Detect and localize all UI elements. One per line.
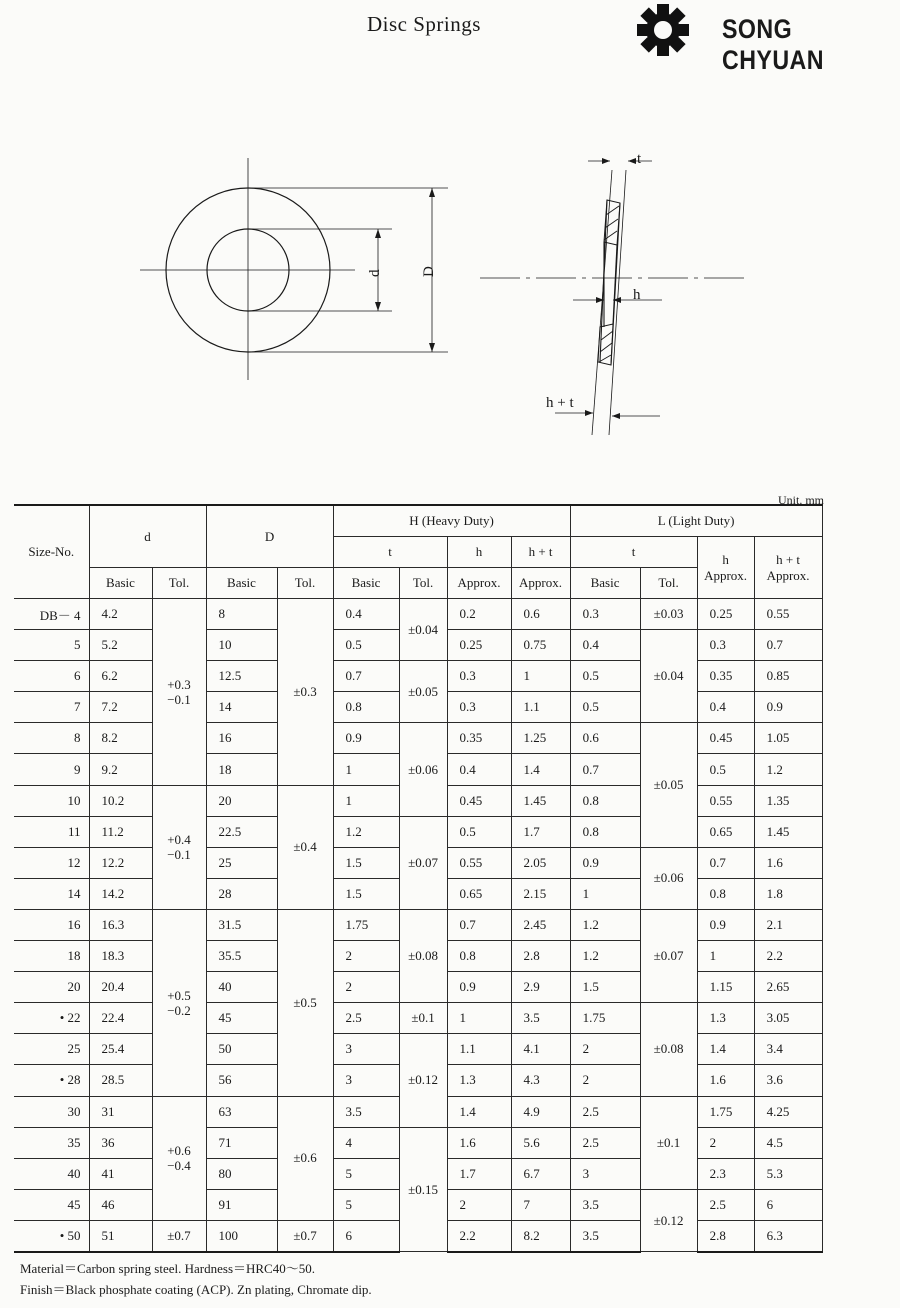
D-basic-cell: 80: [206, 1158, 277, 1189]
heavy-ht-approx-header: Approx.: [511, 568, 570, 599]
heavy-ht-cell: 2.45: [511, 909, 570, 940]
heavy-h-cell: 0.3: [447, 692, 511, 723]
light-ht-cell: 6: [754, 1189, 822, 1220]
light-h-header-label: h: [722, 551, 729, 567]
light-t-basic-cell: 0.8: [570, 816, 640, 847]
light-t-basic-cell: 1.75: [570, 1003, 640, 1034]
light-t-basic-cell: 3.5: [570, 1189, 640, 1220]
D-header: D: [206, 505, 333, 568]
d-basic-cell: 18.3: [89, 941, 152, 972]
light-h-cell: 0.45: [697, 723, 754, 754]
d-basic-cell: 41: [89, 1158, 152, 1189]
size-no-cell: 40: [14, 1158, 89, 1189]
light-t-tol-cell: ±0.03: [640, 599, 697, 630]
D-basic-cell: 8: [206, 599, 277, 630]
light-h-header: [697, 537, 754, 599]
size-no-header: Size-No.: [14, 505, 89, 599]
heavy-h-cell: 0.25: [447, 630, 511, 661]
light-ht-header: [754, 537, 822, 599]
heavy-ht-cell: 7: [511, 1189, 570, 1220]
light-t-basic-cell: 0.7: [570, 754, 640, 785]
D-basic-cell: 35.5: [206, 941, 277, 972]
d-tol-header: Tol.: [152, 568, 206, 599]
D-tol-cell: ±0.5: [277, 909, 333, 1096]
heavy-h-cell: 1.4: [447, 1096, 511, 1127]
light-h-cell: 2.3: [697, 1158, 754, 1189]
heavy-ht-cell: 4.9: [511, 1096, 570, 1127]
light-t-basic-cell: 2.5: [570, 1127, 640, 1158]
table-row: [14, 909, 822, 940]
d-basic-cell: 14.2: [89, 878, 152, 909]
light-h-cell: 0.8: [697, 878, 754, 909]
heavy-t-tol-cell: ±0.05: [399, 661, 447, 723]
light-ht-cell: 1.05: [754, 723, 822, 754]
D-basic-cell: 71: [206, 1127, 277, 1158]
heavy-h-cell: 0.5: [447, 816, 511, 847]
heavy-h-cell: 0.4: [447, 754, 511, 785]
heavy-t-basic-cell: 0.8: [333, 692, 399, 723]
light-t-tol-cell: ±0.07: [640, 909, 697, 1002]
light-t-basic-cell: 0.5: [570, 692, 640, 723]
light-h-cell: 0.4: [697, 692, 754, 723]
heavy-t-tol-cell: ±0.12: [399, 1034, 447, 1127]
heavy-ht-cell: 1.45: [511, 785, 570, 816]
size-no-cell: • 22: [14, 1003, 89, 1034]
heavy-h-cell: 1: [447, 1003, 511, 1034]
light-duty-header: L (Light Duty): [570, 505, 822, 537]
heavy-t-tol-cell: ±0.15: [399, 1127, 447, 1252]
light-ht-cell: 0.9: [754, 692, 822, 723]
heavy-ht-cell: 1.1: [511, 692, 570, 723]
light-h-cell: 0.55: [697, 785, 754, 816]
d-basic-cell: 46: [89, 1189, 152, 1220]
heavy-t-tol-cell: ±0.1: [399, 1003, 447, 1034]
heavy-h-cell: 2.2: [447, 1220, 511, 1252]
light-ht-cell: 0.85: [754, 661, 822, 692]
heavy-duty-header: H (Heavy Duty): [333, 505, 570, 537]
D-basic-cell: 31.5: [206, 909, 277, 940]
heavy-h-cell: 0.9: [447, 972, 511, 1003]
d-basic-cell: 31: [89, 1096, 152, 1127]
size-no-cell: 11: [14, 816, 89, 847]
heavy-t-basic-cell: 5: [333, 1158, 399, 1189]
light-h-cell: 1.4: [697, 1034, 754, 1065]
D-tol-cell: ±0.3: [277, 599, 333, 786]
page-title: Disc Springs: [367, 12, 481, 36]
light-ht-cell: 2.2: [754, 941, 822, 972]
light-t-tol-cell: ±0.12: [640, 1189, 697, 1252]
light-h-header-approx: Approx.: [704, 567, 748, 583]
light-ht-cell: 0.55: [754, 599, 822, 630]
heavy-t-tol-cell: ±0.08: [399, 909, 447, 1002]
d-basic-cell: 4.2: [89, 599, 152, 630]
heavy-ht-cell: 2.9: [511, 972, 570, 1003]
heavy-h-cell: 1.6: [447, 1127, 511, 1158]
light-h-cell: 1.3: [697, 1003, 754, 1034]
d-tol-cell: +0.6 −0.4: [152, 1096, 206, 1220]
d-tol-cell: +0.4 −0.1: [152, 785, 206, 909]
size-no-cell: 14: [14, 878, 89, 909]
heavy-ht-cell: 1.4: [511, 754, 570, 785]
heavy-h-cell: 1.7: [447, 1158, 511, 1189]
light-ht-cell: 1.35: [754, 785, 822, 816]
light-t-tol-cell: ±0.06: [640, 847, 697, 909]
heavy-t-basic-cell: 1: [333, 754, 399, 785]
light-t-basic-cell: 2: [570, 1034, 640, 1065]
heavy-t-basic-cell: 1.75: [333, 909, 399, 940]
d-basic-cell: 9.2: [89, 754, 152, 785]
size-no-cell: 16: [14, 909, 89, 940]
heavy-t-basic-cell: 5: [333, 1189, 399, 1220]
table-row: [14, 1127, 822, 1158]
table-row: [14, 816, 822, 847]
heavy-t-basic-cell: 3: [333, 1065, 399, 1096]
size-no-cell: 6: [14, 661, 89, 692]
heavy-h-cell: 1.1: [447, 1034, 511, 1065]
D-basic-cell: 14: [206, 692, 277, 723]
d-basic-cell: 22.4: [89, 1003, 152, 1034]
light-t-basic-cell: 0.3: [570, 599, 640, 630]
heavy-h-cell: 0.2: [447, 599, 511, 630]
d-basic-cell: 10.2: [89, 785, 152, 816]
heavy-ht-header: h + t: [511, 537, 570, 568]
size-no-cell: 25: [14, 1034, 89, 1065]
heavy-h-header: h: [447, 537, 511, 568]
light-t-basic-cell: 0.4: [570, 630, 640, 661]
heavy-h-cell: 0.65: [447, 878, 511, 909]
d-basic-cell: 20.4: [89, 972, 152, 1003]
light-ht-cell: 1.45: [754, 816, 822, 847]
light-t-basic-header: Basic: [570, 568, 640, 599]
light-h-cell: 0.35: [697, 661, 754, 692]
D-basic-cell: 20: [206, 785, 277, 816]
d-basic-cell: 12.2: [89, 847, 152, 878]
heavy-ht-cell: 2.8: [511, 941, 570, 972]
light-t-header: t: [570, 537, 697, 568]
table-row: [14, 599, 822, 630]
d-basic-cell: 28.5: [89, 1065, 152, 1096]
light-h-cell: 1.6: [697, 1065, 754, 1096]
size-no-cell: 35: [14, 1127, 89, 1158]
size-no-cell: • 50: [14, 1220, 89, 1252]
heavy-ht-cell: 0.6: [511, 599, 570, 630]
heavy-t-basic-cell: 3.5: [333, 1096, 399, 1127]
D-basic-header: Basic: [206, 568, 277, 599]
heavy-ht-cell: 4.1: [511, 1034, 570, 1065]
D-basic-cell: 28: [206, 878, 277, 909]
light-t-tol-cell: ±0.08: [640, 1003, 697, 1096]
light-t-basic-cell: 0.9: [570, 847, 640, 878]
heavy-ht-cell: 3.5: [511, 1003, 570, 1034]
d-basic-cell: 8.2: [89, 723, 152, 754]
light-t-tol-cell: ±0.05: [640, 723, 697, 847]
light-h-cell: 0.25: [697, 599, 754, 630]
D-basic-cell: 63: [206, 1096, 277, 1127]
D-basic-cell: 91: [206, 1189, 277, 1220]
heavy-t-tol-header: Tol.: [399, 568, 447, 599]
light-ht-cell: 6.3: [754, 1220, 822, 1252]
spec-table: [14, 504, 823, 1253]
D-basic-cell: 56: [206, 1065, 277, 1096]
heavy-ht-cell: 4.3: [511, 1065, 570, 1096]
D-basic-cell: 12.5: [206, 661, 277, 692]
heavy-t-header: t: [333, 537, 447, 568]
D-basic-cell: 16: [206, 723, 277, 754]
size-no-cell: 45: [14, 1189, 89, 1220]
heavy-ht-cell: 1.7: [511, 816, 570, 847]
light-h-cell: 1.15: [697, 972, 754, 1003]
light-h-cell: 0.5: [697, 754, 754, 785]
d-basic-cell: 6.2: [89, 661, 152, 692]
light-ht-header-approx: Approx.: [766, 567, 810, 583]
light-ht-cell: 2.65: [754, 972, 822, 1003]
size-no-cell: 10: [14, 785, 89, 816]
size-no-cell: • 28: [14, 1065, 89, 1096]
d-label: d: [367, 269, 383, 277]
heavy-h-cell: 0.8: [447, 941, 511, 972]
h-plus-t-label: h + t: [546, 395, 574, 411]
heavy-t-basic-cell: 2: [333, 941, 399, 972]
light-ht-cell: 4.25: [754, 1096, 822, 1127]
light-h-cell: 1: [697, 941, 754, 972]
heavy-t-basic-cell: 0.9: [333, 723, 399, 754]
light-t-basic-cell: 1.2: [570, 909, 640, 940]
heavy-ht-cell: 1.25: [511, 723, 570, 754]
finish-note: Finish＝Black phosphate coating (ACP). Zn plating, Chromate dip.: [20, 1282, 372, 1297]
d-tol-cell: ±0.7: [152, 1220, 206, 1252]
d-tol-cell: +0.5 −0.2: [152, 909, 206, 1096]
heavy-t-basic-cell: 0.7: [333, 661, 399, 692]
D-tol-cell: ±0.7: [277, 1220, 333, 1252]
light-ht-cell: 1.2: [754, 754, 822, 785]
heavy-h-cell: 0.35: [447, 723, 511, 754]
heavy-h-cell: 0.3: [447, 661, 511, 692]
light-t-tol-cell: ±0.04: [640, 630, 697, 723]
size-no-cell: 20: [14, 972, 89, 1003]
heavy-t-basic-header: Basic: [333, 568, 399, 599]
material-note: Material＝Carbon spring steel. Hardness＝HRC40～50.: [20, 1261, 315, 1276]
light-ht-cell: 1.8: [754, 878, 822, 909]
heavy-t-basic-cell: 2.5: [333, 1003, 399, 1034]
d-basic-header: Basic: [89, 568, 152, 599]
heavy-t-tol-cell: ±0.07: [399, 816, 447, 909]
d-basic-cell: 11.2: [89, 816, 152, 847]
light-h-cell: 0.7: [697, 847, 754, 878]
D-tol-cell: ±0.6: [277, 1096, 333, 1220]
light-t-basic-cell: 0.6: [570, 723, 640, 754]
light-t-basic-cell: 1.5: [570, 972, 640, 1003]
spec-table-body: [14, 599, 822, 1252]
D-basic-cell: 100: [206, 1220, 277, 1252]
light-ht-cell: 1.6: [754, 847, 822, 878]
h-label: h: [633, 287, 641, 303]
light-h-cell: 2: [697, 1127, 754, 1158]
heavy-h-cell: 2: [447, 1189, 511, 1220]
light-ht-cell: 4.5: [754, 1127, 822, 1158]
light-ht-cell: 3.4: [754, 1034, 822, 1065]
d-basic-cell: 36: [89, 1127, 152, 1158]
brand-name: SONG CHYUAN: [722, 14, 824, 75]
D-basic-cell: 45: [206, 1003, 277, 1034]
heavy-t-basic-cell: 0.4: [333, 599, 399, 630]
light-h-cell: 1.75: [697, 1096, 754, 1127]
size-no-cell: 18: [14, 941, 89, 972]
d-basic-cell: 5.2: [89, 630, 152, 661]
light-t-basic-cell: 2.5: [570, 1096, 640, 1127]
light-ht-cell: 5.3: [754, 1158, 822, 1189]
light-t-basic-cell: 3.5: [570, 1220, 640, 1252]
heavy-ht-cell: 5.6: [511, 1127, 570, 1158]
heavy-t-basic-cell: 6: [333, 1220, 399, 1252]
light-ht-cell: 3.05: [754, 1003, 822, 1034]
heavy-t-basic-cell: 2: [333, 972, 399, 1003]
light-h-cell: 0.9: [697, 909, 754, 940]
D-basic-cell: 40: [206, 972, 277, 1003]
light-ht-header-label: h + t: [776, 551, 801, 567]
light-t-basic-cell: 2: [570, 1065, 640, 1096]
D-tol-cell: ±0.4: [277, 785, 333, 909]
heavy-ht-cell: 1: [511, 661, 570, 692]
heavy-t-tol-cell: ±0.04: [399, 599, 447, 661]
heavy-h-cell: 1.3: [447, 1065, 511, 1096]
light-t-tol-header: Tol.: [640, 568, 697, 599]
heavy-ht-cell: 0.75: [511, 630, 570, 661]
size-no-cell: 8: [14, 723, 89, 754]
D-basic-cell: 22.5: [206, 816, 277, 847]
heavy-t-tol-cell: ±0.06: [399, 723, 447, 816]
light-h-cell: 2.8: [697, 1220, 754, 1252]
light-ht-cell: 2.1: [754, 909, 822, 940]
t-label: t: [637, 151, 642, 167]
size-no-cell: 9: [14, 754, 89, 785]
D-basic-cell: 10: [206, 630, 277, 661]
d-basic-cell: 16.3: [89, 909, 152, 940]
light-h-cell: 0.3: [697, 630, 754, 661]
table-row: [14, 1003, 822, 1034]
table-row: [14, 661, 822, 692]
size-no-cell: 5: [14, 630, 89, 661]
light-t-basic-cell: 0.8: [570, 785, 640, 816]
heavy-h-cell: 0.45: [447, 785, 511, 816]
D-basic-cell: 25: [206, 847, 277, 878]
heavy-t-basic-cell: 1.5: [333, 847, 399, 878]
notes: [20, 1258, 372, 1300]
D-basic-cell: 18: [206, 754, 277, 785]
side-view: [480, 161, 745, 435]
light-t-basic-cell: 0.5: [570, 661, 640, 692]
unit-label: Unit. mm: [777, 493, 824, 507]
heavy-t-basic-cell: 1.5: [333, 878, 399, 909]
disc-spring-drawing: [0, 0, 900, 480]
heavy-ht-cell: 6.7: [511, 1158, 570, 1189]
light-t-basic-cell: 3: [570, 1158, 640, 1189]
heavy-t-basic-cell: 1.2: [333, 816, 399, 847]
heavy-ht-cell: 2.15: [511, 878, 570, 909]
d-header: d: [89, 505, 206, 568]
heavy-ht-cell: 8.2: [511, 1220, 570, 1252]
table-row: [14, 1034, 822, 1065]
d-basic-cell: 25.4: [89, 1034, 152, 1065]
light-h-cell: 2.5: [697, 1189, 754, 1220]
size-no-cell: DB－ 4: [14, 599, 89, 630]
D-tol-header: Tol.: [277, 568, 333, 599]
heavy-h-approx-header: Approx.: [447, 568, 511, 599]
light-t-basic-cell: 1.2: [570, 941, 640, 972]
d-tol-cell: +0.3 −0.1: [152, 599, 206, 786]
d-basic-cell: 7.2: [89, 692, 152, 723]
heavy-t-basic-cell: 1: [333, 785, 399, 816]
D-label: D: [421, 266, 437, 277]
table-row: [14, 723, 822, 754]
size-no-cell: 7: [14, 692, 89, 723]
heavy-t-basic-cell: 3: [333, 1034, 399, 1065]
heavy-ht-cell: 2.05: [511, 847, 570, 878]
heavy-t-basic-cell: 4: [333, 1127, 399, 1158]
D-basic-cell: 50: [206, 1034, 277, 1065]
heavy-t-basic-cell: 0.5: [333, 630, 399, 661]
light-h-cell: 0.65: [697, 816, 754, 847]
heavy-h-cell: 0.7: [447, 909, 511, 940]
light-t-tol-cell: ±0.1: [640, 1096, 697, 1189]
heavy-h-cell: 0.55: [447, 847, 511, 878]
light-ht-cell: 0.7: [754, 630, 822, 661]
d-basic-cell: 51: [89, 1220, 152, 1252]
light-ht-cell: 3.6: [754, 1065, 822, 1096]
size-no-cell: 12: [14, 847, 89, 878]
front-view: [140, 158, 448, 380]
size-no-cell: 30: [14, 1096, 89, 1127]
light-t-basic-cell: 1: [570, 878, 640, 909]
